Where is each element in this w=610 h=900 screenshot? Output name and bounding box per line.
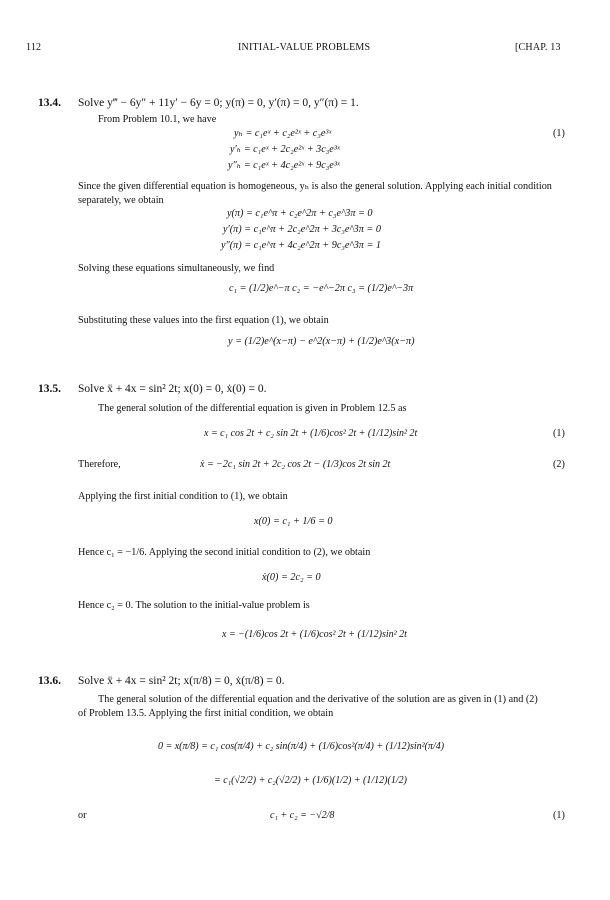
chapter-label: [CHAP. 13 — [515, 42, 561, 53]
equation-yh-prime: y′ₕ = c₁eˣ + 2c₂e²ˣ + 3c₃e³ˣ — [230, 144, 340, 155]
paragraph-line: Since the given differential equation is homogeneous, yₕ is also the general solution. Applying each initial condition — [78, 181, 552, 192]
paragraph-line: Substituting these values into the first equation (1), we obtain — [78, 315, 329, 326]
initial-condition-eq: y″(π) = c₁e^π + 4c₂e^2π + 9c₃e^3π = 1 — [221, 240, 381, 251]
initial-condition-eq: y(π) = c₁e^π + c₂e^2π + c₃e^3π = 0 — [227, 208, 373, 219]
initial-condition-eq: y′(π) = c₁e^π + 2c₂e^2π + 3c₃e^3π = 0 — [223, 224, 381, 235]
problem-number: 13.6. — [38, 675, 61, 687]
running-title: INITIAL-VALUE PROBLEMS — [238, 42, 371, 53]
problem-statement: Solve ẍ + 4x = sin² 2t; x(π/8) = 0, ẋ(π/8) = 0. — [78, 675, 285, 687]
page-number: 112 — [26, 42, 42, 53]
problem-statement: Solve y‴ − 6y″ + 11y′ − 6y = 0; y(π) = 0, y′(π) = 0, y″(π) = 1. — [78, 97, 359, 109]
first-condition-eq: 0 = x(π/8) = c₁ cos(π/4) + c₂ sin(π/4) + (1/6)cos²(π/4) + (1/12)sin²(π/4) — [158, 741, 445, 752]
or-text: or — [78, 810, 87, 821]
paragraph-line: The general solution of the differential equation and the derivative of the solution are as given in (1) and (2) — [98, 694, 538, 705]
intro-text: From Problem 10.1, we have — [98, 114, 217, 125]
paragraph-line: separately, we obtain — [78, 195, 164, 206]
final-solution: y = (1/2)e^(x−π) − e^2(x−π) + (1/2)e^3(x−π) — [228, 336, 415, 347]
initial-condition-eq: ẋ(0) = 2c₂ = 0 — [262, 572, 321, 583]
paragraph-line: Applying the first initial condition to (1), we obtain — [78, 491, 288, 502]
equation-label: (1) — [553, 810, 565, 821]
problem-number: 13.5. — [38, 383, 61, 395]
constants-solution: c₁ = (1/2)e^−π c₂ = −e^−2π c₃ = (1/2)e^−3π — [229, 283, 414, 294]
intro-text: The general solution of the differential equation is given in Problem 12.5 as — [98, 403, 407, 414]
derivative-eq: ẋ = −2c₁ sin 2t + 2c₂ cos 2t − (1/3)cos 2t sin 2t — [200, 459, 391, 470]
paragraph-line: Solving these equations simultaneously, we find — [78, 263, 275, 274]
equation-label: (2) — [553, 459, 565, 470]
equation-yh-double-prime: y″ₕ = c₁eˣ + 4c₂e²ˣ + 9c₃e³ˣ — [228, 160, 340, 171]
general-solution-eq: x = c₁ cos 2t + c₂ sin 2t + (1/6)cos² 2t + (1/12)sin² 2t — [204, 428, 418, 439]
equation-yh: yₕ = c₁eˣ + c₂e²ˣ + c₃e³ˣ — [234, 128, 332, 139]
paragraph-line: Hence c₂ = 0. The solution to the initial-value problem is — [78, 600, 310, 611]
therefore-text: Therefore, — [78, 459, 121, 470]
final-solution: x = −(1/6)cos 2t + (1/6)cos² 2t + (1/12)sin² 2t — [222, 629, 407, 640]
problem-statement: Solve ẍ + 4x = sin² 2t; x(0) = 0, ẋ(0) = 0. — [78, 383, 267, 395]
evaluated-eq: = c₁(√2/2) + c₂(√2/2) + (1/6)(1/2) + (1/12)(1/2) — [214, 775, 407, 786]
constraint-eq: c₁ + c₂ = −√2/8 — [270, 810, 335, 821]
paragraph-line: Hence c₁ = −1/6. Applying the second initial condition to (2), we obtain — [78, 547, 371, 558]
paragraph-line: of Problem 13.5. Applying the first initial condition, we obtain — [78, 708, 334, 719]
initial-condition-eq: x(0) = c₁ + 1/6 = 0 — [254, 516, 333, 527]
equation-label: (1) — [553, 128, 565, 139]
problem-number: 13.4. — [38, 97, 61, 109]
equation-label: (1) — [553, 428, 565, 439]
